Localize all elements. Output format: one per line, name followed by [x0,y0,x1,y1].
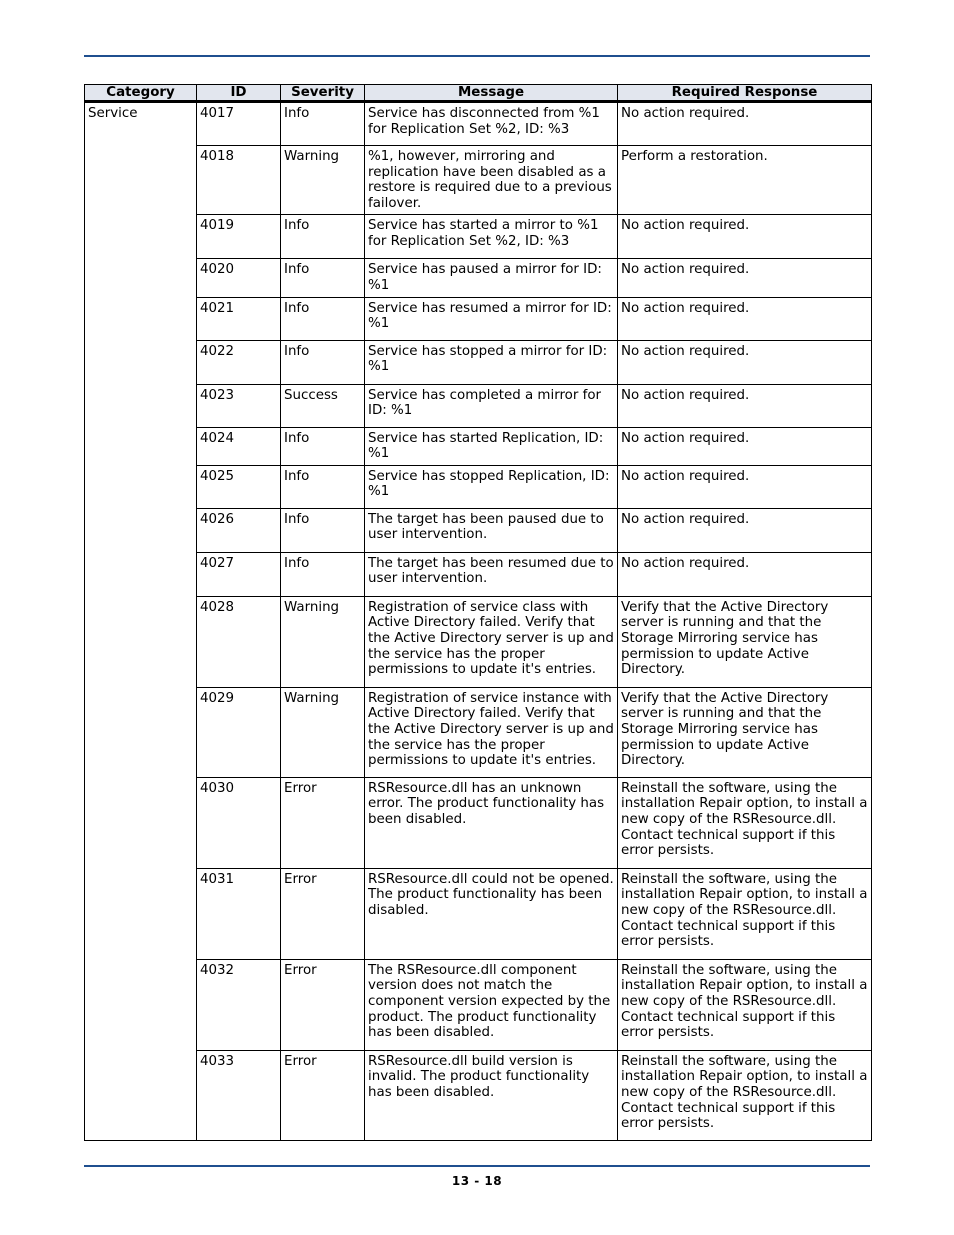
table-row [85,777,872,868]
severity-cell: Info [281,427,365,465]
message-cell: RSResource.dll has an unknown error. The product functionality has been disabled. [365,777,618,868]
response-cell: Reinstall the software, using the installation Repair option, to install a new copy of the RSResource.dll. Contact technical support if this error persists. [618,868,872,959]
table-row [85,215,872,259]
severity-cell: Error [281,1050,365,1140]
footer-rule [84,1165,870,1167]
column-header-severity: Severity [281,85,365,102]
table-row [85,384,872,427]
id-cell: 4028 [197,596,281,687]
response-cell: No action required. [618,552,872,596]
message-cell: The target has been paused due to user intervention. [365,508,618,552]
message-cell: Service has started Replication, ID: %1 [365,427,618,465]
response-cell: No action required. [618,465,872,508]
id-cell: 4027 [197,552,281,596]
id-cell: 4024 [197,427,281,465]
message-cell: Registration of service instance with Active Directory failed. Verify that the Active Directory server is up and the service has the proper permissions to update it's entries. [365,687,618,777]
message-cell: Service has stopped a mirror for ID: %1 [365,340,618,384]
response-cell: No action required. [618,427,872,465]
message-cell: Service has stopped Replication, ID: %1 [365,465,618,508]
id-cell: 4023 [197,384,281,427]
message-cell: RSResource.dll could not be opened. The product functionality has been disabled. [365,868,618,959]
table-row [85,427,872,465]
message-cell: Service has paused a mirror for ID: %1 [365,259,618,297]
severity-cell: Info [281,102,365,146]
message-cell: Service has resumed a mirror for ID: %1 [365,297,618,340]
severity-cell: Error [281,959,365,1050]
severity-cell: Error [281,868,365,959]
column-header-message: Message [365,85,618,102]
table-row [85,1050,872,1140]
category-cell: Service [85,102,197,1141]
severity-cell: Info [281,259,365,297]
table-row [85,552,872,596]
id-cell: 4022 [197,340,281,384]
severity-cell: Warning [281,596,365,687]
severity-cell: Info [281,552,365,596]
message-cell: %1, however, mirroring and replication have been disabled as a restore is required due to a previous failover. [365,146,618,215]
id-cell: 4017 [197,102,281,146]
table-row [85,340,872,384]
id-cell: 4025 [197,465,281,508]
table-row [85,259,872,297]
severity-cell: Info [281,465,365,508]
id-cell: 4030 [197,777,281,868]
id-cell: 4026 [197,508,281,552]
table-row [85,465,872,508]
table-row [85,687,872,777]
message-cell: Registration of service class with Active Directory failed. Verify that the Active Directory server is up and the service has the proper permissions to update it's entries. [365,596,618,687]
id-cell: 4020 [197,259,281,297]
message-cell: The target has been resumed due to user intervention. [365,552,618,596]
severity-cell: Info [281,340,365,384]
response-cell: Reinstall the software, using the installation Repair option, to install a new copy of the RSResource.dll. Contact technical support if this error persists. [618,1050,872,1140]
table-row [85,868,872,959]
response-cell: Perform a restoration. [618,146,872,215]
column-header-category: Category [85,85,197,102]
response-cell: Verify that the Active Directory server is running and that the Storage Mirroring service has permission to update Active Directory. [618,687,872,777]
response-cell: No action required. [618,297,872,340]
page-number: 13 - 18 [451,1174,503,1188]
id-cell: 4032 [197,959,281,1050]
severity-cell: Info [281,297,365,340]
table-row [85,508,872,552]
id-cell: 4018 [197,146,281,215]
response-cell: Reinstall the software, using the installation Repair option, to install a new copy of the RSResource.dll. Contact technical support if this error persists. [618,959,872,1050]
response-cell: No action required. [618,102,872,146]
id-cell: 4031 [197,868,281,959]
table-header-row [85,85,872,102]
column-header-id: ID [197,85,281,102]
id-cell: 4033 [197,1050,281,1140]
response-cell: No action required. [618,259,872,297]
table-row [85,596,872,687]
id-cell: 4021 [197,297,281,340]
table-row [85,102,872,146]
severity-cell: Info [281,215,365,259]
response-cell: No action required. [618,384,872,427]
message-cell: Service has completed a mirror for ID: %1 [365,384,618,427]
response-cell: No action required. [618,215,872,259]
message-cell: The RSResource.dll component version does not match the component version expected by the product. The product functionality has been disabled. [365,959,618,1050]
message-cell: Service has started a mirror to %1 for Replication Set %2, ID: %3 [365,215,618,259]
severity-cell: Warning [281,687,365,777]
severity-cell: Info [281,508,365,552]
response-cell: No action required. [618,508,872,552]
table-body [85,102,872,1141]
severity-cell: Warning [281,146,365,215]
message-cell: Service has disconnected from %1 for Replication Set %2, ID: %3 [365,102,618,146]
severity-cell: Success [281,384,365,427]
column-header-required-response: Required Response [618,85,872,102]
severity-cell: Error [281,777,365,868]
response-cell: Reinstall the software, using the installation Repair option, to install a new copy of the RSResource.dll. Contact technical support if this error persists. [618,777,872,868]
table-row [85,146,872,215]
response-cell: Verify that the Active Directory server is running and that the Storage Mirroring service has permission to update Active Directory. [618,596,872,687]
table-row [85,959,872,1050]
table-row [85,297,872,340]
header-rule [84,55,870,57]
id-cell: 4029 [197,687,281,777]
id-cell: 4019 [197,215,281,259]
message-cell: RSResource.dll build version is invalid. The product functionality has been disabled. [365,1050,618,1140]
event-messages-table [84,84,872,1141]
response-cell: No action required. [618,340,872,384]
